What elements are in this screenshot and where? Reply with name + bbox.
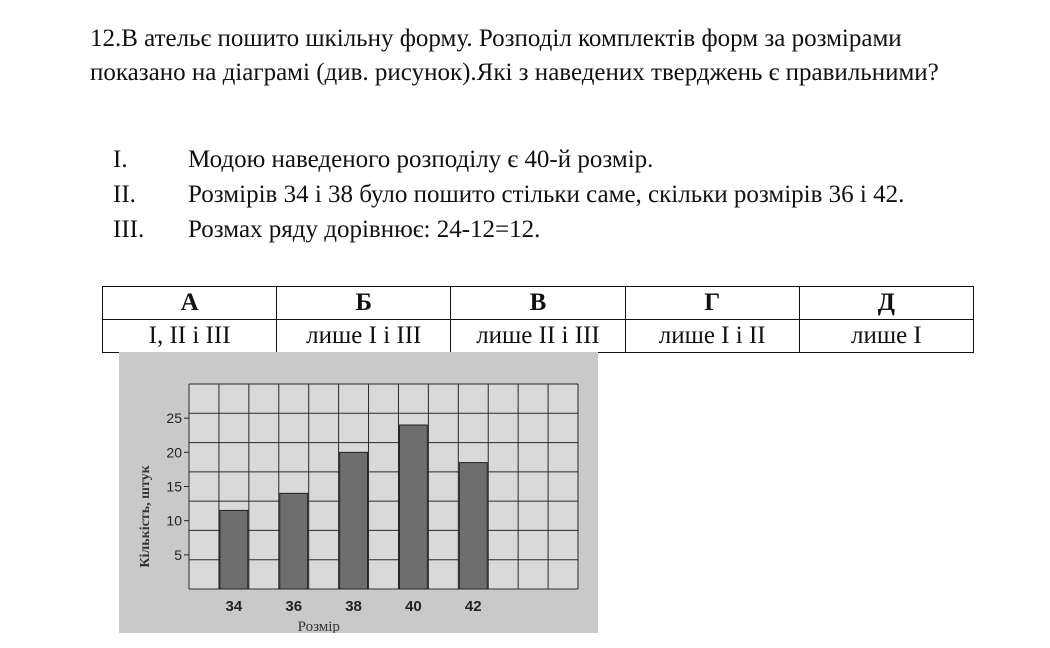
answer-header: Г <box>625 287 799 320</box>
bar-chart <box>119 352 598 633</box>
y-tick-label: 10 <box>166 512 182 529</box>
x-tick-label: 36 <box>285 598 303 615</box>
answer-header: Б <box>277 287 451 320</box>
x-tick-label: 34 <box>225 598 243 615</box>
chart-image <box>119 352 598 633</box>
answer-table <box>102 286 974 353</box>
answer-option[interactable]: лише І і ІІІ <box>277 320 451 353</box>
y-axis-label: Кількість, штук <box>138 465 153 568</box>
bar <box>340 452 368 589</box>
answer-header: Д <box>799 287 973 320</box>
y-tick-label: 15 <box>166 478 182 495</box>
answer-value-row <box>103 320 974 353</box>
y-tick-label: 20 <box>166 444 182 461</box>
answer-option[interactable]: лише І і ІІ <box>625 320 799 353</box>
answer-option[interactable]: лише ІІ і ІІІ <box>451 320 625 353</box>
statement-number: III. <box>113 216 145 243</box>
statement-2 <box>113 177 1013 212</box>
statement-1 <box>113 142 1013 177</box>
statement-number: I. <box>113 146 128 173</box>
y-tick-label: 5 <box>174 546 182 563</box>
bar <box>399 425 427 589</box>
answer-option[interactable]: лише І <box>799 320 973 353</box>
statement-text: Розмах ряду дорівнює: 24-12=12. <box>188 216 541 243</box>
answer-header-row <box>103 287 974 320</box>
statement-text: Модою наведеного розподілу є 40-й розмір. <box>188 146 654 173</box>
y-tick-label: 25 <box>166 410 182 427</box>
x-axis-label: Розмір <box>297 619 340 633</box>
statements-list <box>113 142 1013 247</box>
answer-header: А <box>103 287 277 320</box>
answer-header: В <box>451 287 625 320</box>
question-text: 12.В ательє пошито шкільну форму. Розподіл комплектів форм за розмірами показано на діаграмі (див. рисунок).Які з наведених тверджень є правильними? <box>90 25 939 86</box>
statement-number: II. <box>113 181 136 208</box>
bar <box>280 493 308 589</box>
x-tick-label: 38 <box>345 598 362 615</box>
x-tick-label: 42 <box>464 598 482 615</box>
statement-text: Розмірів 34 і 38 було пошито стільки саме, скільки розмірів 36 і 42. <box>188 181 905 208</box>
bar <box>459 463 487 589</box>
answer-option[interactable]: І, ІІ і ІІІ <box>103 320 277 353</box>
x-tick-label: 40 <box>405 598 422 615</box>
statement-3 <box>113 212 1013 247</box>
bar <box>220 510 248 589</box>
